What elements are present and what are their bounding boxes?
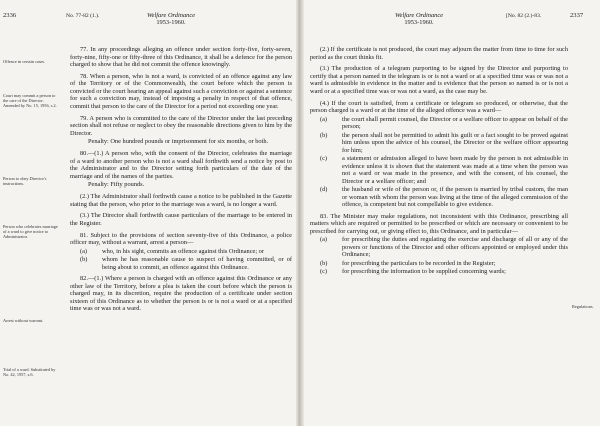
right-section-ref: [No. 82 (2.)-83. [506, 13, 542, 19]
list-item: (b) the person shall not be permitted to admit his guilt or a fact sought to be proved against him unless upon the advice of his counsel, the Director or the welfare officer appearing for him; [320, 131, 568, 154]
right-running-years: 1953-1960. [404, 19, 434, 27]
section-83: 83. The Minister may make regulations, not inconsistent with this Ordinance, prescribing all matters which are required or permitted to be prescribed or which are necessary or convenient to be prescribed for carrying out, or giving effect to, this Ordinance, and in particular— [310, 212, 568, 235]
list-item: (a) the court shall permit counsel, the Director or a welfare officer to appear on behalf of the person; [320, 115, 568, 131]
list-item: (d) the husband or wife of the person or, if the person is married by tribal custom, the man or woman with whom the person was living at the time of the alleged commission of the offence, is competent but not compellable to give evidence. [320, 186, 568, 209]
right-body [310, 46, 568, 280]
section-81: 81. Subject to the provisions of section seventy-five of this Ordinance, a police officer may, without a warrant, arrest a person— [70, 231, 292, 247]
list-item: (b) for prescribing the particulars to be recorded in the Register; [320, 259, 496, 267]
right-running-title: Welfare Ordinance [394, 12, 444, 19]
section-82-2: (2.) If the certificate is not produced, the court may adjourn the matter from time to time for such period as the court thinks fit. [310, 46, 568, 61]
section-80-2: (2.) The Administrator shall forthwith cause a notice to be published in the Gazette stating that the person, who prior to the marriage was a ward, is no longer a ward. [70, 193, 292, 208]
list-item: (c) for prescribing the information to be supplied concerning wards; [320, 268, 506, 276]
left-section-ref: No. 77-82 (1.). [66, 13, 100, 19]
list-item: (b) whom he has reasonable cause to suspect of having committed, or of being about to commit, an offence against this Ordinance. [80, 256, 292, 271]
right-page [304, 0, 600, 426]
margin-note-obey: Person to obey Director's instructions. [3, 176, 47, 186]
section-78: 78. When a person, who is not a ward, is convicted of an offence against any law of the Territory or of the Commonwealth, the court before which the person is convicted or the court hearing an appeal against such a conviction or against a sentence for such a conviction may, instead of imposing a penalty in respect of that offence, commit that person to the care of the Director for a period not exceeding one year. [70, 72, 292, 111]
section-82-1: 82.—(1.) Where a person is charged with an offence against this Ordinance or any other law of the Territory, before a plea is taken the court before which the person is charged may, in its discretion, require the production of a certificate under section sixteen of this Ordinance as to whether the person is or is not a ward or at a specified time was or was not a ward. [70, 275, 292, 313]
margin-note-offence: Offence in certain cases. [3, 59, 46, 64]
left-body [70, 46, 292, 317]
section-82-4: (4.) If the court is satisfied, from a certificate or telegram so produced, or otherwise, that the person charged is a ward or at the time of the alleged offence was a ward— [310, 99, 568, 115]
margin-note-marriage: Person who celebrates marriage of a ward to give notice to Administrator. [3, 224, 58, 239]
section-81-items [70, 248, 292, 271]
section-80-penalty: Penalty: Fifty pounds. [88, 181, 145, 189]
left-page-number: 2336 [3, 12, 17, 19]
list-item: (c) a statement or admission alleged to have been made by the person is not admissible in evidence unless it is shown that the statement was made at a time when the person was not a ward or was made in the presence, and with the consent, of his counsel, the Director or a welfare officer; and [320, 155, 568, 185]
section-79-penalty: Penalty: One hundred pounds or imprisonment for six months, or both. [88, 138, 269, 146]
margin-note-trial: Trial of a ward. Substituted by No. 42, 1957, s.6. [3, 367, 56, 377]
section-82-3: (3.) The production of a telegram purporting to be signed by the Director and purporting to certify that a person named in the telegram is or is not a ward or at a specified time was or was not a ward is admissible in evidence in the matter and is evidence that the person so named is or is not a ward or at a specified time was or was not a ward, as the case may be. [310, 65, 568, 95]
section-80-3: (3.) The Director shall forthwith cause particulars of the marriage to be entered in the Register. [70, 212, 292, 227]
section-83-items [310, 236, 568, 275]
margin-note-commit: Court may commit a person to the care of the Director. Amended by No. 15, 1956, s.2. [3, 93, 57, 108]
list-item: (a) for prescribing the duties and regulating the exercise and discharge of all or any of the powers or functions of the Director and other officers appointed or employed under this Ordinance; [320, 236, 568, 259]
section-79: 79. A person who is committed to the care of the Director under the last preceding section shall not refuse or neglect to obey the reasonable directions given to him by the Director. [70, 114, 292, 137]
section-82-4-items [310, 116, 568, 209]
right-page-number: 2337 [570, 12, 584, 19]
section-77: 77. In any proceedings alleging an offence under section forty-five, forty-seven, forty-nine, fifty-one or fifty-three of this Ordinance, it shall be a defence for the person charged to show that he did not commit the offence knowingly. [70, 46, 292, 69]
margin-note-regulations: Regulations. [572, 304, 594, 309]
left-page [0, 0, 296, 426]
book-gutter [296, 0, 304, 426]
section-80-1: 80.—(1.) A person who, with the consent of the Director, celebrates the marriage of a ward to another person who is not a ward shall forthwith send a notice by post to the Administrator and to the Director setting forth particulars of the date of the marriage and of the names of the parties. [70, 150, 292, 180]
margin-note-arrest: Arrest without warrant. [3, 318, 44, 323]
left-running-years: 1953-1960. [156, 19, 186, 27]
list-item: (a) who, in his sight, commits an offence against this Ordinance; or [80, 247, 264, 255]
left-running-title: Welfare Ordinance [146, 12, 196, 19]
